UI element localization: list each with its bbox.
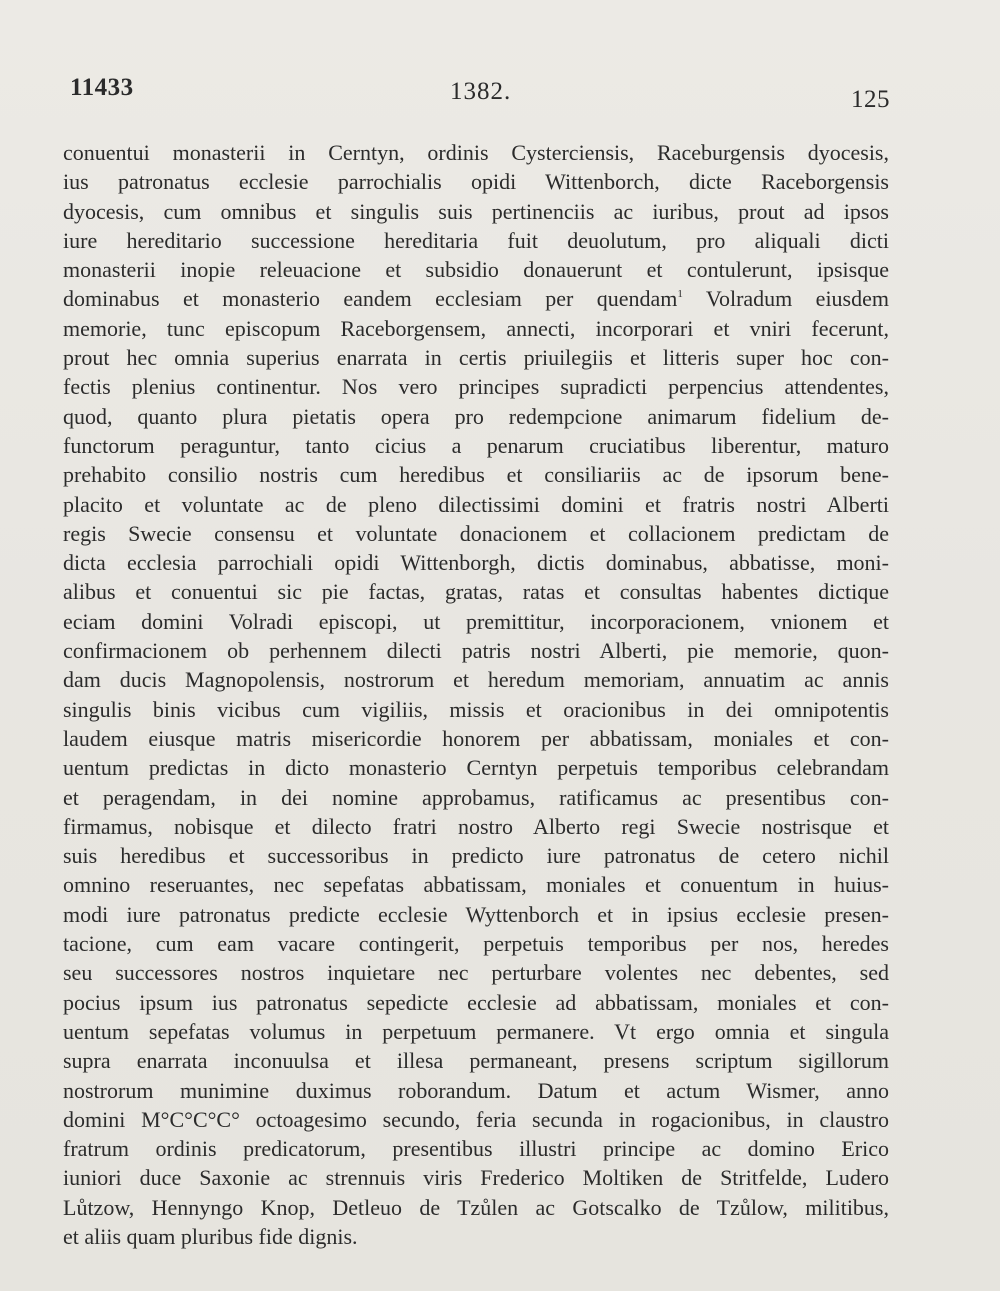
text-line: dicta ecclesia parrochiali opidi Wittenborgh, dictis dominabus, abbatisse, moni- [63, 550, 889, 576]
text-line: dam ducis Magnopolensis, nostrorum et heredum memoriam, annuatim ac annis [63, 667, 889, 693]
text-line: dyocesis, cum omnibus et singulis suis pertinenciis ac iuribus, prout ad ipsos [63, 198, 889, 224]
text-line: fectis plenius continentur. Nos vero principes supradicti perpencius attendentes, [63, 374, 889, 400]
text-line: ius patronatus ecclesie parrochialis opidi Wittenborch, dicte Raceborgensis [63, 169, 889, 195]
text-line: iure hereditario successione hereditaria fuit deuolutum, pro aliquali dicti [63, 227, 889, 253]
document-year: 1382. [450, 78, 512, 105]
text-segment: dominabus et monasterio eandem ecclesiam per quendam [63, 286, 678, 312]
text-line: firmamus, nobisque et dilecto fratri nostro Alberto regi Swecie nostrisque et [63, 813, 889, 839]
text-line: eciam domini Volradi episcopi, ut premittitur, incorporacionem, vnionem et [63, 608, 889, 634]
text-line: Lůtzow, Hennyngo Knop, Detleuo de Tzůlen ac Gotscalko de Tzůlow, militibus, [63, 1194, 889, 1220]
text-line: prehabito consilio nostris cum heredibus et consiliariis ac de ipsorum bene- [63, 462, 889, 488]
text-line: et peragendam, in dei nomine approbamus, ratificamus ac presentibus con- [63, 784, 889, 810]
text-line-with-footnote [63, 284, 889, 313]
text-line: omnino reseruantes, nec sepefatas abbatissam, moniales et conuentum in huius- [63, 872, 889, 898]
text-line: domini M°C°C°C° octoagesimo secundo, feria secunda in rogacionibus, in claustro [63, 1106, 889, 1132]
text-line: monasterii inopie releuacione et subsidio donauerunt et contulerunt, ipsisque [63, 257, 889, 283]
text-line: memorie, tunc episcopum Raceborgensem, annecti, incorporari et vniri fecerunt, [63, 315, 889, 341]
text-line: quod, quanto plura pietatis opera pro redempcione animarum fidelium de- [63, 403, 889, 429]
text-line: supra enarrata inconuulsa et illesa permaneant, presens scriptum sigillorum [63, 1048, 889, 1074]
text-line: singulis binis vicibus cum vigiliis, missis et oracionibus in dei omnipotentis [63, 696, 889, 722]
text-line: prout hec omnia superius enarrata in certis priuilegiis et litteris super hoc con- [63, 345, 889, 371]
text-line: uentum sepefatas volumus in perpetuum permanere. Vt ergo omnia et singula [63, 1018, 889, 1044]
text-line: iuniori duce Saxonie ac strennuis viris Frederico Moltiken de Stritfelde, Ludero [63, 1165, 889, 1191]
text-line: suis heredibus et successoribus in predicto iure patronatus de cetero nichil [63, 843, 889, 869]
text-line: seu successores nostros inquietare nec perturbare volentes nec debentes, sed [63, 960, 889, 986]
text-line-final: et aliis quam pluribus fide dignis. [63, 1223, 358, 1249]
footnote-marker: 1 [677, 288, 683, 301]
text-line: confirmacionem ob perhennem dilecti patris nostri Alberti, pie memorie, quon- [63, 638, 889, 664]
document-number: 11433 [70, 74, 134, 101]
text-line: regis Swecie consensu et voluntate donacionem et collacionem predictam de [63, 520, 889, 546]
text-line: pocius ipsum ius patronatus sepedicte ecclesie ad abbatissam, moniales et con- [63, 989, 889, 1015]
text-line: nostrorum munimine duximus roborandum. Datum et actum Wismer, anno [63, 1077, 889, 1103]
text-line: laudem eiusque matris misericordie honorem per abbatissam, moniales et con- [63, 725, 889, 751]
page-number: 125 [851, 86, 890, 113]
text-line: modi iure patronatus predicte ecclesie Wyttenborch et in ipsius ecclesie presen- [63, 901, 889, 927]
text-line: conuentui monasterii in Cerntyn, ordinis Cysterciensis, Raceburgensis dyocesis, [63, 140, 889, 165]
text-line: tacione, cum eam vacare contingerit, perpetuis temporibus per nos, heredes [63, 931, 889, 957]
text-line: placito et voluntate ac de pleno dilectissimi domini et fratris nostri Alberti [63, 491, 889, 517]
text-line: alibus et conuentui sic pie factas, gratas, ratas et consultas habentes dictique [63, 579, 889, 605]
text-segment: Volradum eiusdem [682, 286, 889, 312]
text-line: fratrum ordinis predicatorum, presentibus illustri principe ac domino Erico [63, 1136, 889, 1162]
text-line: uentum predictas in dicto monasterio Cerntyn perpetuis temporibus celebrandam [63, 755, 889, 781]
page-header [70, 74, 890, 114]
text-line: functorum peraguntur, tanto cicius a penarum cruciatibus liberentur, maturo [63, 432, 889, 458]
charter-text [63, 138, 889, 1251]
